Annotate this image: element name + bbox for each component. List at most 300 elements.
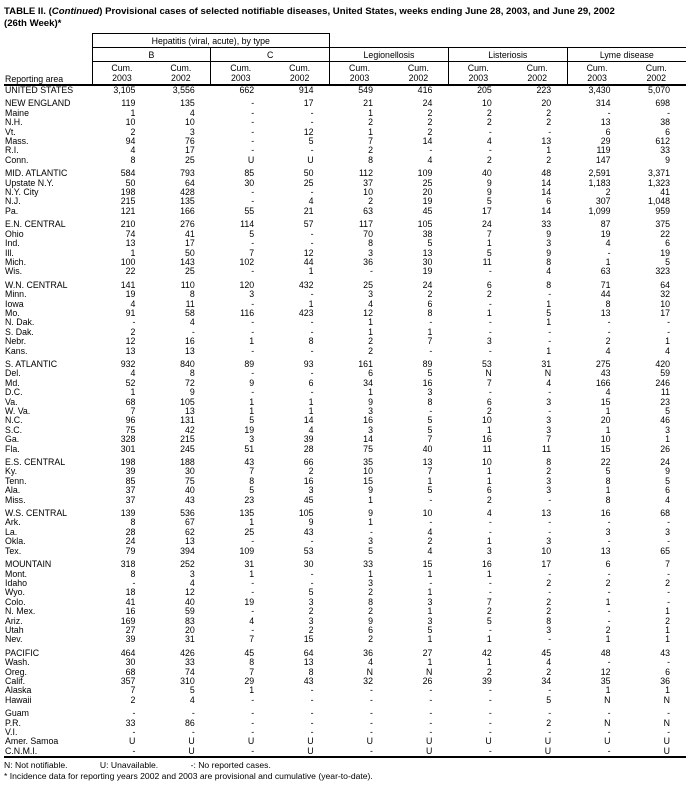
- table-title: [4, 6, 686, 29]
- value-cell: 2: [605, 187, 611, 198]
- value-cell: 10: [363, 187, 373, 198]
- value-cell: U: [544, 736, 552, 747]
- value-cell: 2: [546, 466, 552, 477]
- value-cell: 110: [180, 279, 195, 290]
- value-cell: 2: [308, 624, 314, 635]
- reporting-area-cell: Colo.: [5, 596, 26, 607]
- table-row: [4, 426, 686, 435]
- value-cell: 33: [660, 145, 670, 156]
- reporting-area-cell: Tex.: [5, 545, 22, 556]
- value-cell: 1: [486, 307, 492, 318]
- value-cell: 19: [600, 228, 611, 239]
- value-cell: 7: [427, 336, 433, 347]
- value-cell: -: [310, 326, 314, 337]
- value-cell: -: [251, 107, 255, 118]
- value-cell: 310: [180, 675, 195, 686]
- value-cell: 37: [363, 177, 373, 188]
- value-cell: 8: [605, 475, 611, 486]
- value-cell: 1: [486, 475, 492, 486]
- value-cell: 7: [249, 666, 255, 677]
- value-cell: 53: [303, 545, 314, 556]
- value-cell: 3: [605, 526, 611, 537]
- value-cell: 2: [486, 494, 492, 505]
- value-cell: 68: [125, 396, 136, 407]
- value-cell: 16: [363, 415, 373, 426]
- value-cell: 17: [660, 307, 670, 318]
- value-cell: 9: [368, 508, 373, 519]
- value-cell: 67: [184, 517, 195, 528]
- value-cell: -: [567, 747, 626, 757]
- value-cell: 3: [486, 545, 492, 556]
- value-cell: 3: [546, 485, 552, 496]
- value-cell: 6: [605, 126, 611, 137]
- value-cell: N: [366, 666, 373, 677]
- table-row: [4, 560, 686, 569]
- value-cell: 31: [541, 358, 552, 369]
- value-cell: -: [607, 536, 611, 547]
- reporting-area-cell: N.Y. City: [5, 187, 39, 198]
- reporting-area-cell: Mich.: [5, 256, 27, 267]
- value-cell: 1: [249, 517, 255, 528]
- value-cell: 3: [427, 615, 433, 626]
- value-cell: 109: [239, 545, 255, 556]
- value-cell: 4: [546, 266, 552, 277]
- table-row: [4, 137, 686, 146]
- value-cell: 64: [184, 177, 195, 188]
- table-row: [4, 496, 686, 505]
- value-cell: 116: [240, 307, 255, 318]
- value-cell: -: [488, 387, 492, 398]
- value-cell: 793: [180, 168, 195, 179]
- value-cell: 9: [546, 228, 552, 239]
- value-cell: 3: [427, 387, 433, 398]
- value-cell: 58: [184, 307, 195, 318]
- value-cell: -: [251, 136, 255, 147]
- value-cell: -: [251, 266, 255, 277]
- value-cell: 51: [244, 443, 255, 454]
- value-cell: 19: [422, 196, 433, 207]
- value-cell: 2: [427, 536, 433, 547]
- value-cell: 27: [422, 647, 433, 658]
- value-cell: 22: [600, 457, 611, 468]
- value-cell: 301: [120, 443, 136, 454]
- value-cell: 34: [363, 377, 373, 388]
- value-cell: U: [627, 747, 686, 757]
- value-cell: 3: [546, 536, 552, 547]
- table-row: [4, 309, 686, 318]
- value-cell: 1: [486, 238, 492, 249]
- header-spacer: [330, 34, 686, 48]
- value-cell: 6: [665, 666, 670, 677]
- value-cell: -: [429, 694, 433, 705]
- column-header-cum-2003: Cum. 2003: [211, 62, 270, 86]
- value-cell: 17: [481, 205, 492, 216]
- value-cell: 25: [184, 266, 195, 277]
- table-row: [4, 398, 686, 407]
- value-cell: 13: [303, 657, 314, 668]
- value-cell: 4: [130, 368, 136, 379]
- value-cell: 9: [486, 177, 492, 188]
- value-cell: 10: [481, 457, 492, 468]
- value-cell: -: [548, 494, 552, 505]
- value-cell: -: [251, 717, 255, 728]
- table-row: [4, 207, 686, 216]
- value-cell: 31: [184, 634, 195, 645]
- value-cell: -: [488, 587, 492, 598]
- value-cell: -: [251, 624, 255, 635]
- table-row: [4, 537, 686, 546]
- value-cell: 12: [184, 587, 195, 598]
- value-cell: 426: [180, 647, 195, 658]
- column-header-cum-2003: Cum. 2003: [567, 62, 626, 86]
- table-row: [4, 626, 686, 635]
- value-cell: 18: [125, 587, 136, 598]
- value-cell: 1: [368, 107, 373, 118]
- value-cell: 2: [368, 587, 373, 598]
- reporting-area-cell: Pa.: [5, 205, 19, 216]
- value-cell: 9: [665, 154, 670, 165]
- value-cell: 252: [180, 559, 195, 570]
- value-cell: 314: [595, 98, 611, 109]
- value-cell: 4: [427, 154, 433, 165]
- value-cell: -: [251, 98, 255, 109]
- value-cell: 48: [541, 168, 552, 179]
- column-group-hepatitis-c: C: [211, 48, 330, 62]
- value-cell: 3: [427, 596, 433, 607]
- value-cell: 37: [125, 485, 136, 496]
- value-cell: -: [429, 727, 433, 737]
- value-cell: 135: [239, 508, 255, 519]
- value-cell: 25: [422, 177, 433, 188]
- table-row: [4, 467, 686, 476]
- value-cell: 71: [600, 279, 611, 290]
- reporting-area-cell: D.C.: [5, 387, 23, 398]
- header-spacer: [4, 34, 92, 48]
- reporting-area-cell: Ga.: [5, 434, 20, 445]
- reporting-area-cell: W.S. CENTRAL: [5, 508, 68, 519]
- value-cell: -: [310, 145, 314, 156]
- value-cell: 1: [368, 126, 373, 137]
- value-cell: 6: [605, 559, 611, 570]
- value-cell: 36: [363, 647, 373, 658]
- value-cell: 375: [655, 219, 670, 230]
- value-cell: 8: [249, 475, 255, 486]
- value-cell: -: [251, 326, 255, 337]
- reporting-area-cell: Amer. Samoa: [5, 736, 59, 747]
- table-row: [4, 169, 686, 178]
- value-cell: 3,430: [588, 85, 611, 95]
- value-cell: 4: [665, 494, 670, 505]
- value-cell: 7: [249, 247, 255, 258]
- value-cell: 7: [130, 685, 136, 696]
- value-cell: 13: [600, 307, 611, 318]
- column-header-cum-2002: Cum. 2002: [389, 62, 448, 86]
- value-cell: -: [667, 536, 670, 547]
- value-cell: 215: [180, 434, 195, 445]
- value-cell: -: [607, 107, 611, 118]
- legend-not-notifiable: N: Not notifiable.: [4, 760, 68, 771]
- value-cell: 11: [660, 387, 670, 398]
- value-cell: -: [429, 517, 433, 528]
- value-cell: 41: [660, 187, 670, 198]
- value-cell: 9: [546, 247, 552, 258]
- value-cell: 7: [249, 466, 255, 477]
- value-cell: -: [488, 717, 492, 728]
- table-row: [4, 249, 686, 258]
- value-cell: 275: [595, 358, 611, 369]
- table-row: [4, 416, 686, 425]
- value-cell: 5: [368, 545, 373, 556]
- value-cell: 6: [368, 624, 373, 635]
- table-row: [4, 188, 686, 197]
- value-cell: 1: [308, 406, 314, 416]
- value-cell: 2: [130, 126, 136, 137]
- value-cell: 14: [363, 434, 373, 445]
- value-cell: N: [663, 717, 670, 728]
- value-cell: 39: [125, 634, 136, 645]
- value-cell: 22: [125, 266, 136, 277]
- value-cell: -: [429, 494, 433, 505]
- title-week-line: (26th Week)*: [4, 17, 62, 29]
- value-cell: 50: [184, 247, 195, 258]
- value-cell: 14: [541, 205, 552, 216]
- table-header: [4, 34, 686, 86]
- value-cell: 36: [660, 675, 670, 686]
- reporting-area-cell: E.N. CENTRAL: [5, 219, 66, 230]
- value-cell: 40: [422, 443, 433, 454]
- value-cell: -: [370, 717, 373, 728]
- value-cell: 57: [303, 219, 314, 230]
- reporting-area-cell: Guam: [5, 708, 29, 719]
- reporting-area-cell: PACIFIC: [5, 647, 40, 658]
- reporting-area-cell: Ark.: [5, 517, 21, 528]
- value-cell: 2: [486, 107, 492, 118]
- value-cell: 43: [184, 494, 195, 505]
- value-cell: 3: [308, 596, 314, 607]
- value-cell: 2: [546, 117, 552, 128]
- value-cell: 25: [303, 177, 314, 188]
- value-cell: 932: [120, 358, 136, 369]
- value-cell: -: [251, 117, 255, 128]
- value-cell: 1: [130, 247, 136, 258]
- value-cell: 20: [422, 187, 433, 198]
- value-cell: -: [548, 685, 552, 696]
- value-cell: 210: [120, 219, 136, 230]
- value-cell: 64: [303, 647, 314, 658]
- value-cell: 74: [184, 666, 195, 677]
- value-cell: 1: [605, 485, 611, 496]
- reporting-area-cell: La.: [5, 526, 18, 537]
- value-cell: 584: [120, 168, 136, 179]
- value-cell: 3,556: [172, 85, 195, 95]
- value-cell: 5: [486, 196, 492, 207]
- value-cell: 14: [422, 136, 433, 147]
- value-cell: 205: [477, 85, 492, 95]
- value-cell: 8: [427, 307, 433, 318]
- reporting-area-cell: Utah: [5, 624, 24, 635]
- value-cell: 33: [541, 219, 552, 230]
- value-cell: 3: [546, 624, 552, 635]
- value-cell: 6: [665, 126, 670, 137]
- value-cell: 75: [125, 424, 136, 435]
- value-cell: 1: [546, 317, 552, 328]
- value-cell: 4: [605, 387, 611, 398]
- title-suffix: ) Provisional cases of selected notifiable diseases, United States, weeks ending June 28, 2003, and June 29, 2002: [99, 6, 615, 17]
- value-cell: 10: [422, 508, 433, 519]
- value-cell: 4: [427, 526, 433, 537]
- value-cell: -: [310, 107, 314, 118]
- value-cell: 42: [184, 424, 195, 435]
- header-spacer: [4, 48, 92, 62]
- value-cell: U: [485, 736, 492, 747]
- table-row: [4, 528, 686, 537]
- value-cell: -: [370, 708, 373, 719]
- value-cell: -: [488, 517, 492, 528]
- value-cell: 8: [308, 336, 314, 347]
- value-cell: 2: [368, 634, 373, 645]
- value-cell: 17: [184, 238, 195, 249]
- value-cell: -: [488, 298, 492, 309]
- value-cell: 914: [298, 85, 314, 95]
- value-cell: 40: [481, 168, 492, 179]
- value-cell: -: [607, 517, 611, 528]
- value-cell: U: [426, 736, 433, 747]
- table-row: [4, 281, 686, 290]
- value-cell: 2: [130, 326, 136, 337]
- reporting-area-cell: S. Dak.: [5, 326, 34, 337]
- value-cell: 43: [244, 457, 255, 468]
- value-cell: 1: [249, 396, 255, 407]
- value-cell: 16: [481, 559, 492, 570]
- value-cell: N: [604, 717, 611, 728]
- value-cell: 75: [363, 443, 373, 454]
- reporting-area-cell: Ky.: [5, 466, 18, 477]
- value-cell: 7: [249, 634, 255, 645]
- value-cell: 45: [303, 494, 314, 505]
- value-cell: U: [270, 747, 329, 757]
- value-cell: 1: [486, 657, 492, 668]
- value-cell: 39: [125, 466, 136, 477]
- table-row: [4, 197, 686, 206]
- value-cell: 1,323: [647, 177, 670, 188]
- value-cell: 53: [481, 358, 492, 369]
- reporting-area-cell: N.J.: [5, 196, 21, 207]
- value-cell: 3: [189, 126, 195, 137]
- value-cell: -: [488, 624, 492, 635]
- value-cell: 2,591: [588, 168, 611, 179]
- value-cell: 6: [486, 485, 492, 496]
- value-cell: -: [667, 107, 670, 118]
- value-cell: 16: [422, 377, 433, 388]
- value-cell: -: [488, 266, 492, 277]
- value-cell: 2: [486, 117, 492, 128]
- value-cell: -: [429, 406, 433, 416]
- value-cell: 3: [546, 238, 552, 249]
- value-cell: 6: [486, 279, 492, 290]
- value-cell: 1: [546, 145, 552, 156]
- value-cell: 6: [308, 377, 314, 388]
- value-cell: 5,070: [647, 85, 670, 95]
- value-cell: 35: [363, 457, 373, 468]
- value-cell: 11: [482, 256, 492, 267]
- reporting-area-cell: UNITED STATES: [5, 85, 74, 95]
- footnote-incidence: * Incidence data for reporting years 2002 and 2003 are provisional and cumulative (year-to-date).: [4, 770, 373, 781]
- value-cell: 10: [541, 545, 552, 556]
- table-row: [4, 677, 686, 686]
- value-cell: -: [310, 317, 314, 328]
- value-cell: 2: [546, 717, 552, 728]
- value-cell: 8: [605, 494, 611, 505]
- value-cell: 2: [427, 126, 433, 137]
- value-cell: 1: [546, 298, 552, 309]
- column-header-cum-2003: Cum. 2003: [330, 62, 389, 86]
- table-row: [4, 300, 686, 309]
- value-cell: 12: [303, 126, 314, 137]
- value-cell: 32: [363, 675, 373, 686]
- value-cell: 4: [605, 345, 611, 356]
- value-cell: 1: [486, 466, 492, 477]
- reporting-area-cell: Iowa: [5, 298, 24, 309]
- value-cell: -: [548, 126, 552, 137]
- value-cell: 5: [486, 247, 492, 258]
- value-cell: 7: [427, 434, 433, 445]
- table-row: [4, 347, 686, 356]
- value-cell: 24: [422, 98, 433, 109]
- value-cell: 1: [249, 568, 255, 579]
- reporting-area-cell: N.C.: [5, 415, 23, 426]
- reporting-area-cell: W.N. CENTRAL: [5, 279, 68, 290]
- value-cell: 28: [303, 443, 314, 454]
- value-cell: 26: [660, 443, 670, 454]
- reporting-area-cell: Okla.: [5, 536, 26, 547]
- reporting-area-cell: R.I.: [5, 145, 19, 156]
- value-cell: -: [607, 587, 611, 598]
- table-row: [4, 318, 686, 327]
- value-cell: 45: [244, 647, 255, 658]
- value-cell: -: [251, 345, 255, 356]
- value-cell: 6: [368, 368, 373, 379]
- value-cell: -: [370, 266, 373, 277]
- value-cell: 8: [249, 657, 255, 668]
- table-row: [4, 686, 686, 695]
- value-cell: -: [488, 326, 492, 337]
- value-cell: 29: [244, 675, 255, 686]
- value-cell: 119: [121, 98, 136, 109]
- value-cell: 36: [363, 256, 373, 267]
- value-cell: 3: [546, 415, 552, 426]
- value-cell: 3: [308, 615, 314, 626]
- value-cell: 2: [368, 336, 373, 347]
- value-cell: 85: [125, 475, 136, 486]
- value-cell: -: [310, 727, 314, 737]
- value-cell: 35: [600, 675, 611, 686]
- reporting-area-cell: Nebr.: [5, 336, 27, 347]
- value-cell: 83: [184, 615, 195, 626]
- value-cell: 120: [239, 279, 255, 290]
- value-cell: 3: [546, 396, 552, 407]
- table-row: [4, 369, 686, 378]
- value-cell: -: [548, 387, 552, 398]
- value-cell: 420: [655, 358, 670, 369]
- value-cell: U: [508, 747, 567, 757]
- value-cell: 93: [303, 358, 314, 369]
- value-cell: 30: [422, 256, 433, 267]
- table-row: [4, 85, 686, 95]
- value-cell: 48: [600, 647, 611, 658]
- value-cell: 19: [125, 289, 136, 300]
- table-row: [4, 128, 686, 137]
- value-cell: 3,371: [647, 168, 670, 179]
